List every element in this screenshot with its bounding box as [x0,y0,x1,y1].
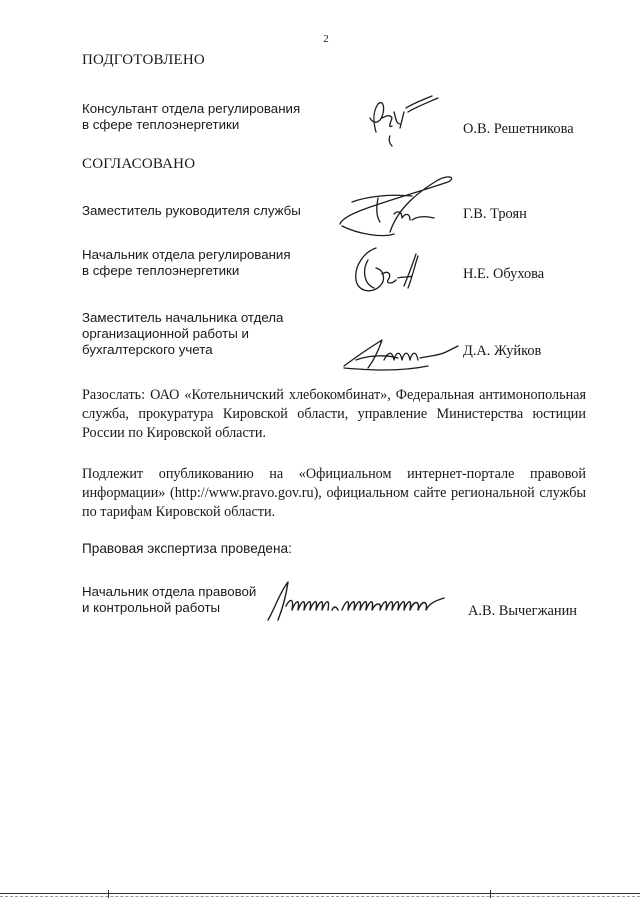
agreed-signer-title [82,310,283,358]
footer-dashed-rule [0,896,640,897]
legal-review-signer-name: А.В. Вычегжанин [468,603,578,619]
prepared-signer-name: О.В. Решетникова [463,121,574,137]
footer-rule [0,893,640,894]
page-number: 2 [323,33,329,45]
agreed-signer-title [82,247,291,279]
legal-review-signer-title [82,584,256,616]
title-line: Заместитель начальника отдела [82,310,284,325]
agreed-signer-title [82,203,301,219]
agreed-heading: СОГЛАСОВАНО [82,156,196,172]
signature-obukhova [346,240,442,300]
title-line: в сфере теплоэнергетики [82,263,240,278]
agreed-signer-name: Н.Е. Обухова [463,266,545,282]
title-line: организационной работы и [82,326,249,341]
title-line: Начальник отдела регулирования [82,247,291,262]
signature-vychegzhanin [264,576,462,626]
legal-review-line: Правовая экспертиза проведена: [82,541,292,556]
footer-tick [490,890,491,898]
publication-paragraph: Подлежит опубликованию на «Официальном интернет-портале правовой информации» (http://www.pravo.gov.ru), официальном сайте региональной службы по тарифам Кировской области. [82,466,586,520]
title-line: бухгалтерского учета [82,342,213,357]
legal-review-statement [82,541,292,557]
title-line: Заместитель руководителя службы [82,203,301,218]
title-line: Консультант отдела регулирования [82,101,301,116]
signature-reshetnikova [362,88,452,148]
signature-zhuykov [338,330,462,374]
agreed-signer-name: Д.А. Жуйков [463,343,542,359]
prepared-signer-title [82,101,300,133]
signature-troyan [338,172,458,242]
footer-tick [108,890,109,898]
title-line: в сфере теплоэнергетики [82,117,240,132]
title-line: Начальник отдела правовой [82,584,257,599]
distribution-paragraph: Разослать: ОАО «Котельничский хлебокомбинат», Федеральная антимонопольная служба, прокуратура Кировской области, управление Министерства юстиции России по Кировской области. [82,387,586,441]
title-line: и контрольной работы [82,600,221,615]
agreed-signer-name: Г.В. Троян [463,206,527,222]
prepared-heading: ПОДГОТОВЛЕНО [82,52,205,68]
